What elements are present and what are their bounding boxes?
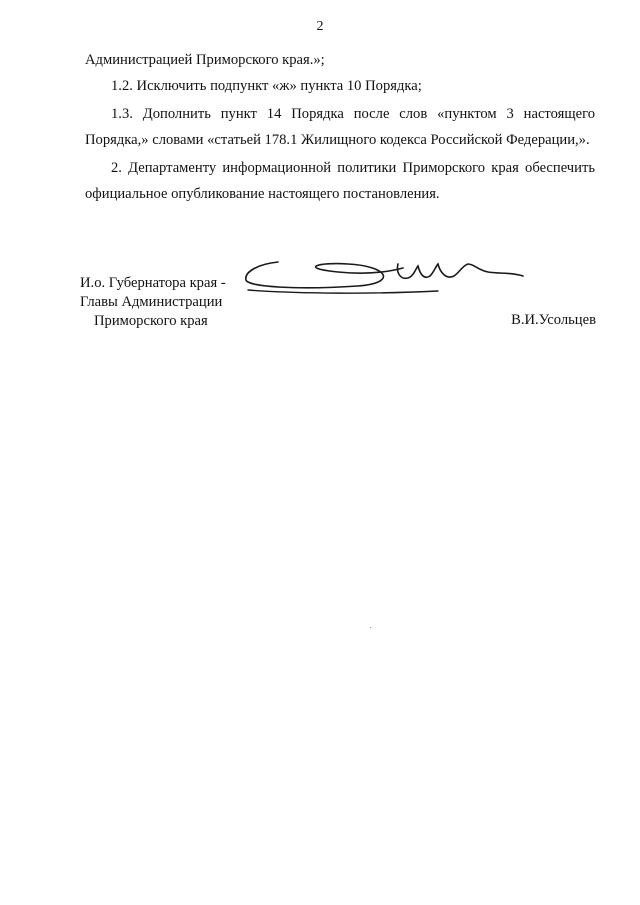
scan-speck	[370, 627, 371, 628]
signer-name: В.И.Усольцев	[511, 312, 596, 328]
signature-title-line-1: И.о. Губернатора края -	[80, 275, 226, 291]
paragraph-2: 2. Департаменту информационной политики Приморского края обеспечить официальное опубликование настоящего постановления.	[85, 160, 595, 202]
paragraph-1-3: 1.3. Дополнить пункт 14 Порядка после слов «пунктом 3 настоящего Порядка,» словами «статьей 178.1 Жилищного кодекса Российской Федерации,».	[85, 106, 595, 148]
page-number: 2	[316, 19, 324, 34]
paragraph-1-2: 1.2. Исключить подпункт «ж» пункта 10 Порядка;	[111, 78, 422, 94]
paragraph-continuation: Администрацией Приморского края.»;	[85, 52, 325, 68]
signature-title-line-3: Приморского края	[94, 313, 208, 329]
signature-title-line-2: Главы Администрации	[80, 294, 223, 310]
document-body	[85, 47, 595, 207]
